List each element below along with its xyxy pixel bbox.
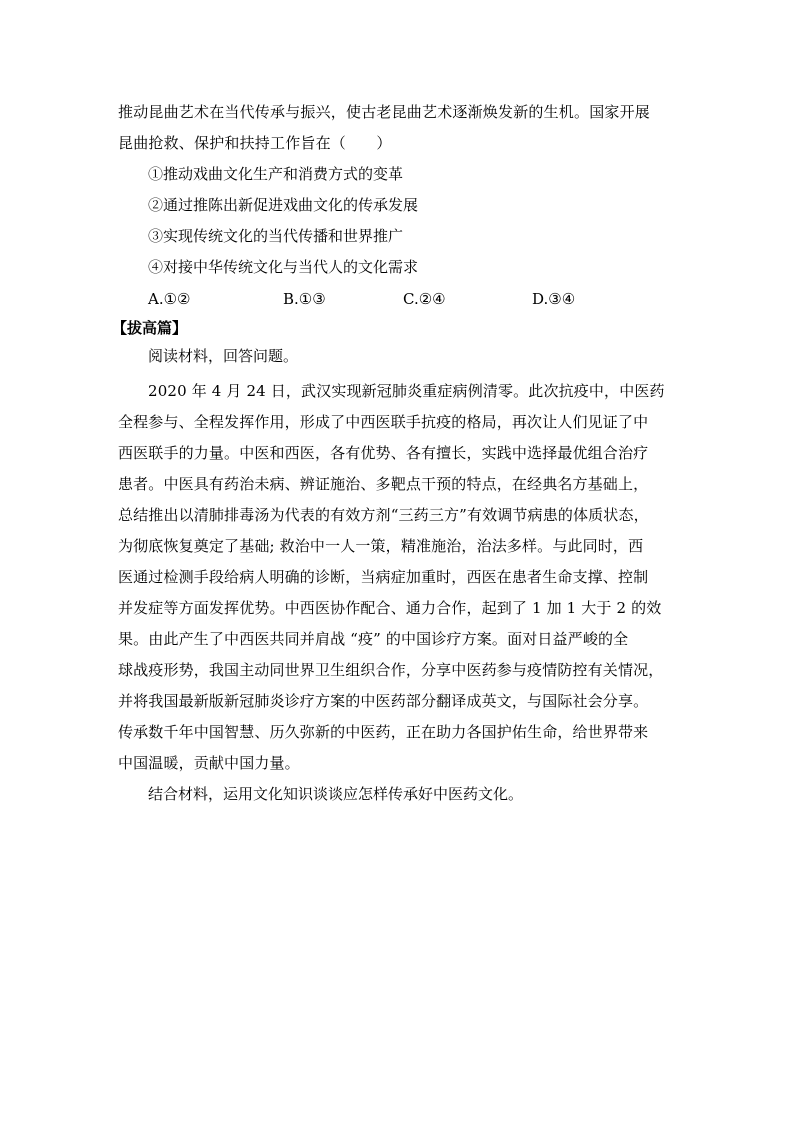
- material-line-13: 中国温暖，贡献中国力量。: [118, 754, 300, 772]
- reading-material: [118, 376, 688, 779]
- option-2: ②通过推陈出新促进戏曲文化的传承发展: [148, 196, 419, 214]
- question-stem-line-1: 推动昆曲艺术在当代传承与振兴，使古老昆曲艺术逐渐焕发新的生机。国家开展: [118, 103, 651, 121]
- material-line-11: 并将我国最新版新冠肺炎诊疗方案的中医药部分翻译成英文，与国际社会分享。: [118, 692, 649, 710]
- material-line-3: 西医联手的力量。中医和西医，各有优势、各有擅长，实践中选择最优组合治疗: [118, 444, 649, 462]
- material-line-12: 传承数千年中国智慧、历久弥新的中医药，正在助力各国护佑生命，给世界带来: [118, 723, 649, 741]
- choice-b: B.①③: [283, 290, 326, 308]
- choice-c: C.②④: [403, 290, 446, 308]
- task-prompt: 结合材料，运用文化知识谈谈应怎样传承好中医药文化。: [148, 785, 524, 803]
- document-content: [112, 97, 688, 810]
- material-line-1: 2020 年 4 月 24 日，武汉实现新冠肺炎重症病例清零。此次抗疫中，中医药: [148, 382, 665, 400]
- choice-a: A.①②: [148, 290, 191, 308]
- option-3: ③实现传统文化的当代传播和世界推广: [148, 227, 404, 245]
- question-options: [118, 159, 688, 283]
- material-line-2: 全程参与、全程发挥作用，形成了中西医联手抗疫的格局，再次让人们见证了中: [118, 413, 649, 431]
- answer-choices: [118, 284, 688, 315]
- material-line-5: 总结推出以清肺排毒汤为代表的有效方剂“三药三方”有效调节病患的体质状态，: [118, 506, 649, 524]
- material-line-9: 果。由此产生了中西医共同并肩战 “疫” 的中国诊疗方案。面对日益严峻的全: [118, 630, 629, 648]
- section-heading: 【拔高篇】: [112, 319, 188, 337]
- material-line-8: 并发症等方面发挥优势。中西医协作配合、通力合作，起到了 1 加 1 大于 2 的效: [118, 599, 662, 617]
- option-1: ①推动戏曲文化生产和消费方式的变革: [148, 165, 404, 183]
- question-stem: [118, 97, 688, 159]
- section-instruction: 阅读材料，回答问题。: [148, 347, 299, 365]
- choice-d: D.③④: [532, 290, 576, 308]
- material-line-7: 医通过检测手段给病人明确的诊断，当病症加重时，西医在患者生命支撑、控制: [118, 568, 649, 586]
- material-line-4: 患者。中医具有药治未病、辨证施治、多靶点干预的特点，在经典名方基础上，: [118, 475, 649, 493]
- option-4: ④对接中华传统文化与当代人的文化需求: [148, 258, 419, 276]
- question-stem-line-2: 昆曲抢救、保护和扶持工作旨在（ ）: [118, 134, 392, 152]
- material-line-6: 为彻底恢复奠定了基础; 救治中一人一策，精准施治，治法多样。与此同时，西: [118, 537, 644, 555]
- material-line-10: 球战疫形势，我国主动同世界卫生组织合作，分享中医药参与疫情防控有关情况，: [118, 661, 664, 679]
